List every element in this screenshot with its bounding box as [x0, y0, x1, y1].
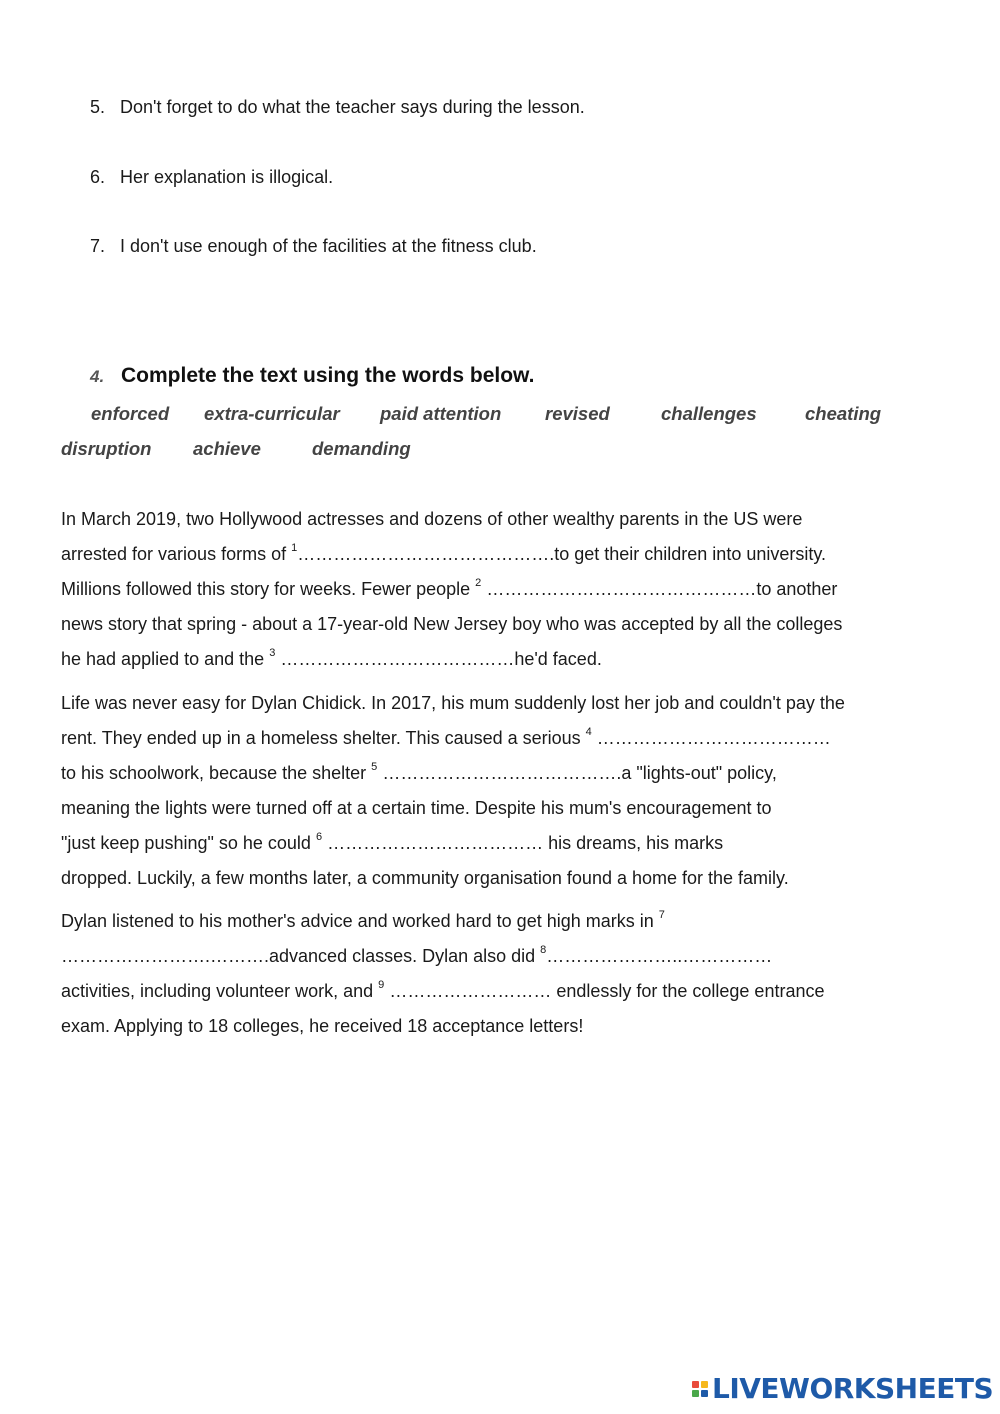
text-line: [61, 866, 789, 890]
word-bank-item: enforced: [91, 403, 170, 424]
blank-2[interactable]: ………………………………………: [486, 579, 757, 599]
exercise-4-heading: [90, 362, 534, 391]
blank-7[interactable]: …………………….……….: [61, 946, 270, 966]
text-line: [61, 577, 837, 601]
item-text: Don't forget to do what the teacher says during the lesson.: [120, 97, 585, 117]
logo-square: [701, 1390, 708, 1397]
text-segment: he had applied to and the: [61, 649, 270, 669]
item-text: Her explanation is illogical.: [120, 167, 334, 187]
blank-6[interactable]: ………………………………: [327, 833, 544, 853]
gap-number-2: 2: [475, 577, 482, 589]
text-line: [61, 726, 831, 750]
text-segment: endlessly for the college entrance: [551, 981, 825, 1001]
gap-number-7: 7: [658, 909, 665, 921]
word-bank-item: extra-curricular: [204, 403, 340, 424]
blank-3[interactable]: …………………………………: [280, 649, 515, 669]
text-segment: a "lights-out" policy,: [621, 763, 777, 783]
liveworksheets-logo[interactable]: [692, 1374, 993, 1404]
exercise-3-item-6: [90, 165, 333, 189]
text-segment: to his schoolwork, because the shelter: [61, 763, 372, 783]
gap-number-9: 9: [378, 979, 385, 991]
text-segment: In March 2019, two Hollywood actresses and dozens of other wealthy parents in the US were: [61, 509, 803, 529]
exercise-number: 4.: [90, 367, 105, 386]
blank-9[interactable]: ………………………: [389, 981, 552, 1001]
gap-number-6: 6: [315, 831, 323, 843]
text-line: [61, 612, 842, 636]
word-bank-item: paid attention: [380, 403, 502, 424]
text-segment: news story that spring - about a 17-year-old New Jersey boy who was accepted by all the colleges: [61, 614, 843, 634]
logo-text: LIVEWORKSHEETS: [712, 1372, 994, 1405]
exercise-3-item-5: [90, 95, 585, 119]
gap-number-1: 1: [291, 542, 298, 554]
text-line: [61, 647, 602, 671]
text-segment: .to get their children into university.: [549, 544, 827, 564]
text-segment: Millions followed this story for weeks. Fewer people: [61, 579, 476, 599]
text-segment: exam. Applying to 18 colleges, he received 18 acceptance letters!: [61, 1016, 584, 1036]
text-segment: advanced classes. Dylan also did: [269, 946, 541, 966]
text-segment: "just keep pushing" so he could: [61, 833, 316, 853]
blank-4[interactable]: …………………………………: [596, 728, 831, 748]
gap-number-5: 5: [371, 761, 378, 773]
item-text: I don't use enough of the facilities at the fitness club.: [120, 236, 537, 256]
item-number: 5.: [90, 97, 106, 117]
text-line: [61, 691, 845, 715]
word-bank-item: disruption: [61, 438, 152, 459]
text-line: [61, 796, 771, 820]
word-bank-item: achieve: [193, 438, 261, 459]
text-segment: Dylan listened to his mother's advice and worked hard to get high marks in: [61, 911, 659, 931]
text-segment: arrested for various forms of: [61, 544, 292, 564]
word-bank-item: cheating: [805, 403, 882, 424]
text-line: [61, 944, 772, 968]
text-line: [61, 542, 826, 566]
text-line: [61, 979, 824, 1003]
text-segment: he'd faced.: [514, 649, 602, 669]
gap-number-4: 4: [585, 726, 592, 738]
item-number: 7.: [90, 236, 106, 256]
word-bank-item: revised: [545, 403, 610, 424]
text-line: [61, 507, 802, 531]
word-bank-item: challenges: [661, 403, 757, 424]
logo-square: [692, 1390, 699, 1397]
text-segment: to another: [756, 579, 838, 599]
text-segment: dropped. Luckily, a few months later, a community organisation found a home for the family.: [61, 868, 789, 888]
text-segment: Life was never easy for Dylan Chidick. In 2017, his mum suddenly lost her job and couldn't pay the: [61, 693, 845, 713]
text-segment: his dreams, his marks: [543, 833, 724, 853]
text-line: [61, 909, 665, 933]
blank-1[interactable]: ……………………………………: [297, 544, 550, 564]
text-line: [61, 831, 723, 855]
word-bank-item: demanding: [312, 438, 411, 459]
text-line: [61, 1014, 583, 1038]
exercise-title: Complete the text using the words below.: [121, 364, 535, 387]
logo-square: [701, 1381, 708, 1388]
exercise-3-item-7: [90, 234, 537, 258]
gap-number-3: 3: [269, 647, 276, 659]
text-segment: rent. They ended up in a homeless shelter. This caused a serious: [61, 728, 586, 748]
blank-8[interactable]: …………………..……………: [546, 946, 773, 966]
logo-square: [692, 1381, 699, 1388]
logo-mark-icon: [692, 1377, 708, 1402]
text-segment: meaning the lights were turned off at a certain time. Despite his mum's encouragement to: [61, 798, 772, 818]
item-number: 6.: [90, 167, 106, 187]
text-segment: activities, including volunteer work, and: [61, 981, 379, 1001]
gap-number-8: 8: [540, 944, 547, 956]
blank-5[interactable]: ………………………………….: [382, 763, 622, 783]
text-line: [61, 761, 777, 785]
